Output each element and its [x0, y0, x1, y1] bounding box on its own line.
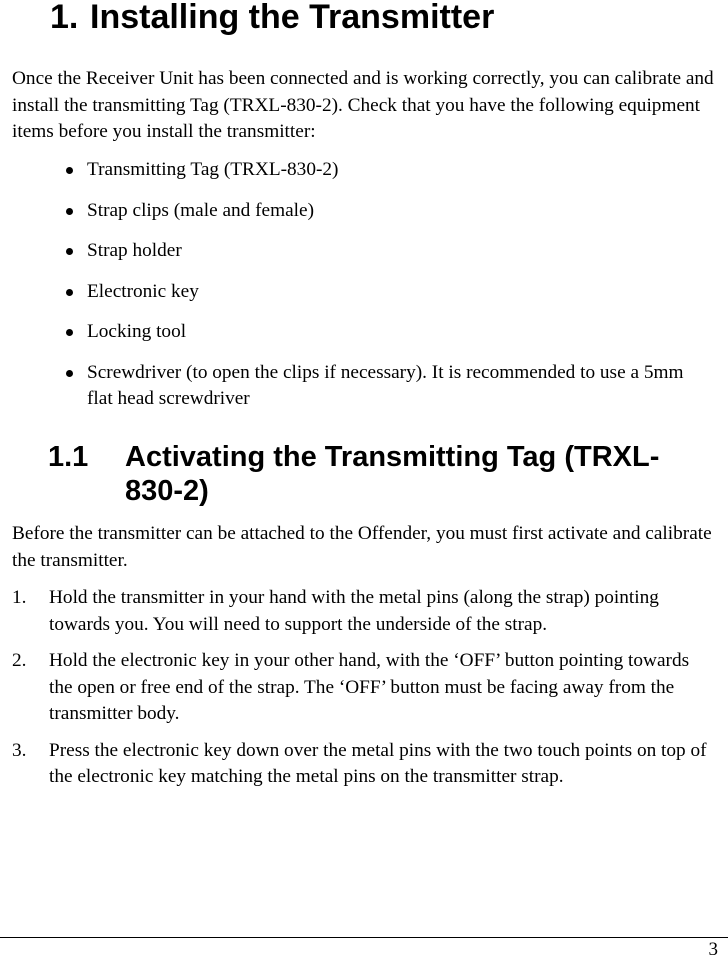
list-item-text: Electronic key [87, 280, 199, 302]
footer-divider [0, 937, 728, 938]
steps-list [0, 585, 728, 801]
bullet-icon [66, 370, 73, 377]
step-number: 3. [12, 739, 27, 761]
list-item [0, 238, 707, 265]
section-intro-paragraph: Before the transmitter can be attached to the Offender, you must first activate and calibrate the transmitter. [12, 523, 712, 571]
section-title: Activating the Transmitting Tag (TRXL-830-2) [125, 441, 660, 507]
bullet-icon [66, 289, 73, 296]
chapter-number: 1. [50, 0, 79, 36]
step-number: 2. [12, 650, 27, 671]
section-number: 1.1 [48, 441, 89, 473]
list-item [0, 198, 707, 225]
equipment-list [0, 157, 728, 427]
chapter-title: Installing the Transmitter [90, 0, 495, 36]
step-item [0, 648, 709, 728]
chapter-heading [50, 0, 494, 37]
list-item-text: Transmitting Tag (TRXL-830-2) [87, 159, 339, 180]
list-item [0, 279, 707, 306]
list-item [0, 157, 707, 184]
intro-paragraph: Once the Receiver Unit has been connected and is working correctly, you can calibrate and install the transmitting Tag (TRXL-830-2). Check that you have the following equipment items before you install the transmitter: [12, 68, 714, 142]
page-number: 3 [708, 939, 718, 960]
list-item-text: Strap clips (male and female) [87, 199, 314, 221]
step-text: Hold the electronic key in your other hand, with the ‘OFF’ button pointing towards the open or free end of the strap. The ‘OFF’ button must be facing away from the transmitter body. [49, 650, 690, 724]
section-heading [48, 440, 685, 508]
bullet-icon [66, 248, 73, 255]
step-text: Press the electronic key down over the metal pins with the two touch points on top of the electronic key matching the metal pins on the transmitter strap. [49, 739, 707, 787]
bullet-icon [66, 167, 73, 174]
list-item-text: Screwdriver (to open the clips if necessary). It is recommended to use a 5mm flat head screwdriver [87, 361, 684, 409]
list-item-text: Locking tool [87, 321, 187, 342]
bullet-icon [66, 329, 73, 336]
step-number: 1. [12, 587, 27, 608]
step-item [0, 585, 709, 638]
bullet-icon [66, 208, 73, 215]
list-item [0, 319, 707, 346]
list-item-text: Strap holder [87, 240, 182, 261]
list-item [0, 360, 707, 413]
step-item [0, 738, 709, 791]
step-text: Hold the transmitter in your hand with the metal pins (along the strap) pointing towards you. You will need to support the underside of the strap. [49, 587, 659, 635]
